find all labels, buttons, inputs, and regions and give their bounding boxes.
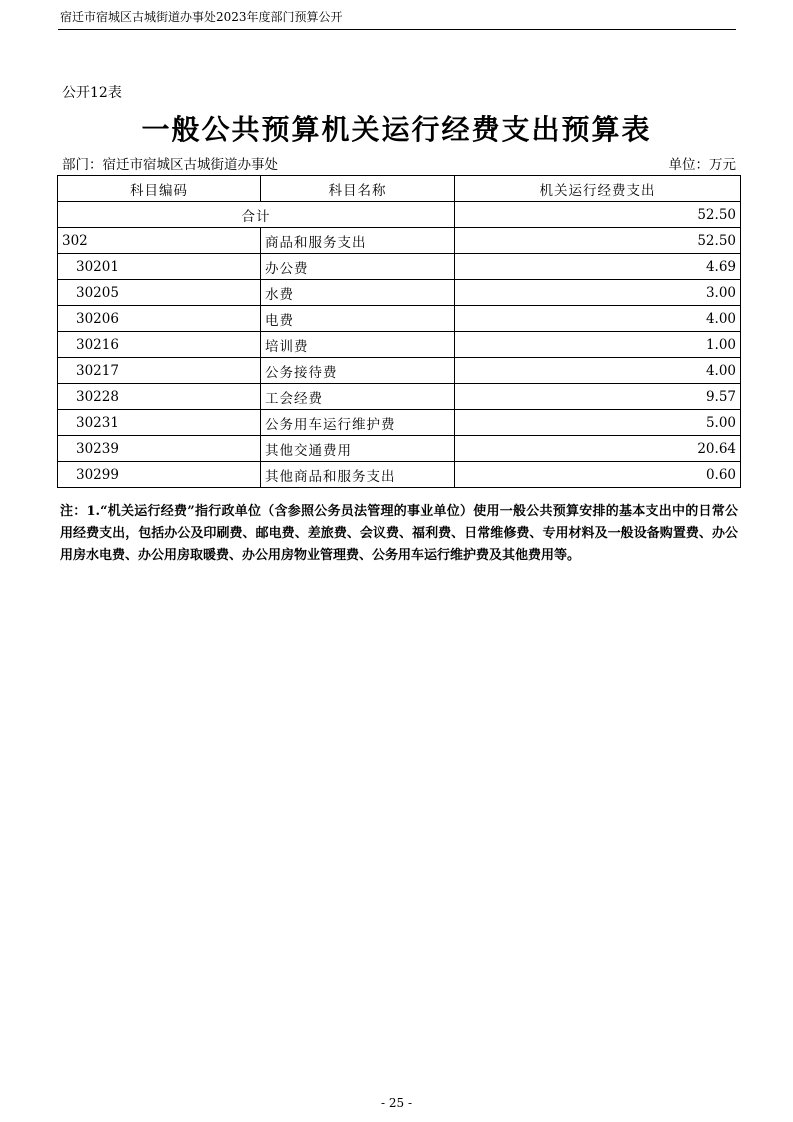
row-amount: 3.00 [455,280,741,306]
row-code: 30231 [58,410,261,436]
row-amount: 4.00 [455,358,741,384]
row-name: 办公费 [261,254,455,280]
table-number: 公开12表 [62,85,122,101]
row-code: 30206 [58,306,261,332]
table-row [58,306,741,332]
running-header: 宿迁市宿城区古城街道办事处2023年度部门预算公开 [60,10,343,24]
row-amount: 4.00 [455,306,741,332]
table-row [58,332,741,358]
header-name: 科目名称 [261,176,455,202]
row-amount: 20.64 [455,436,741,462]
row-name: 工会经费 [261,384,455,410]
page-number: - 25 - [380,1096,412,1110]
header-amount: 机关运行经费支出 [455,176,741,202]
table-row [58,462,741,488]
row-amount: 5.00 [455,410,741,436]
row-name: 公务用车运行维护费 [261,410,455,436]
table-row [58,358,741,384]
row-code: 30201 [58,254,261,280]
table-row [58,410,741,436]
table-row [58,254,741,280]
row-amount: 52.50 [455,228,741,254]
row-name: 其他交通费用 [261,436,455,462]
table-row [58,280,741,306]
row-code: 30217 [58,358,261,384]
page-title: 一般公共预算机关运行经费支出预算表 [141,113,652,146]
total-row [58,202,741,228]
header-rule [58,29,736,30]
row-amount: 1.00 [455,332,741,358]
table-header-row [58,176,741,202]
header-code: 科目编码 [58,176,261,202]
row-code: 30228 [58,384,261,410]
total-label: 合计 [58,202,455,228]
unit-label: 单位：万元 [668,157,736,173]
row-amount: 4.69 [455,254,741,280]
table-row [58,436,741,462]
total-amount: 52.50 [455,202,741,228]
footnote: 注：1.“机关运行经费”指行政单位（含参照公务员法管理的事业单位）使用一般公共预算安排的基本支出中的日常公用经费支出，包括办公及印刷费、邮电费、差旅费、会议费、福利费、日常维修费、专用材料及一般设备购置费、办公用房水电费、办公用房取暖费、办公用房物业管理费、公务用车运行维护费及其他费用等。 [60,504,738,563]
table-row [58,228,741,254]
row-code: 30299 [58,462,261,488]
table-row [58,384,741,410]
row-amount: 0.60 [455,462,741,488]
budget-table [57,175,741,488]
row-code: 30205 [58,280,261,306]
row-name: 公务接待费 [261,358,455,384]
row-name: 商品和服务支出 [261,228,455,254]
row-code: 30216 [58,332,261,358]
row-code: 30239 [58,436,261,462]
row-name: 其他商品和服务支出 [261,462,455,488]
row-amount: 9.57 [455,384,741,410]
row-name: 电费 [261,306,455,332]
row-name: 培训费 [261,332,455,358]
row-name: 水费 [261,280,455,306]
department-label: 部门：宿迁市宿城区古城街道办事处 [62,157,278,173]
row-code: 302 [58,228,261,254]
